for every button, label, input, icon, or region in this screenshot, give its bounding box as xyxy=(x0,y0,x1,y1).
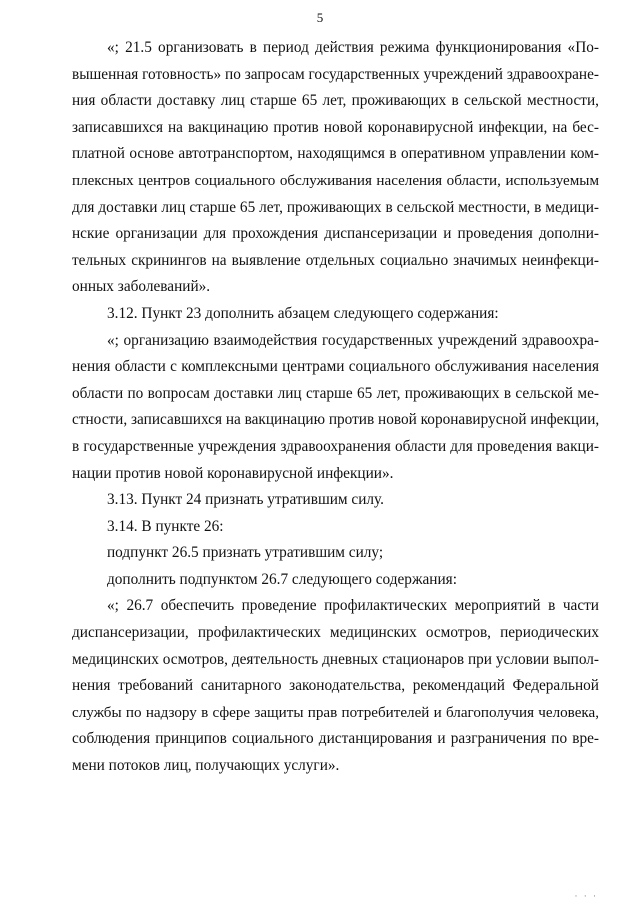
text-line: записавшихся на вакцинацию против новой коронавирусной инфекции, на бес- xyxy=(72,118,599,136)
text-line: нения области с комплексными центрами социального обслуживания населения xyxy=(72,358,599,376)
text-line: тельных скринингов на выявление отдельных социально значимых неинфекци- xyxy=(72,251,599,269)
text-line: соблюдения принципов социального дистанцирования и разграничения по вре- xyxy=(72,730,599,748)
text-line: нения требований санитарного законодательства, рекомендаций Федеральной xyxy=(72,677,599,695)
text-line: медицинских осмотров, деятельность дневных стационаров при условии выпол- xyxy=(72,650,599,668)
text-line: службы по надзору в сфере защиты прав потребителей и благополучия человека, xyxy=(72,704,599,721)
text-line: дополнить подпунктом 26.7 следующего содержания: xyxy=(107,570,457,588)
text-line: плексных центров социального обслуживания населения области, используемым xyxy=(72,172,599,189)
text-line: «; 26.7 обеспечить проведение профилактических мероприятий в части xyxy=(107,597,599,615)
text-line: «; организацию взаимодействия государственных учреждений здравоохра- xyxy=(107,331,599,349)
text-line: подпункт 26.5 признать утратившим силу; xyxy=(107,544,384,562)
section-heading-3-14: 3.14. В пункте 26: xyxy=(107,517,224,535)
text-line: нации против новой коронавирусной инфекции». xyxy=(72,464,394,482)
text-line: диспансеризации, профилактических медицинских осмотров, периодических xyxy=(72,624,599,642)
page-number: 5 xyxy=(316,10,324,25)
text-line: ния области доставку лиц старше 65 лет, проживающих в сельской местности, xyxy=(72,92,599,110)
corner-mark: · · · xyxy=(574,891,598,901)
text-line: в государственные учреждения здравоохранения области для проведения вакци- xyxy=(72,437,599,455)
text-line: вышенная готовность» по запросам государственных учреждений здравоохране- xyxy=(72,65,599,83)
section-heading-3-13: 3.13. Пункт 24 признать утратившим силу. xyxy=(107,491,384,509)
section-heading-3-12: 3.12. Пункт 23 дополнить абзацем следующего содержания: xyxy=(107,304,499,322)
text-line: для доставки лиц старше 65 лет, проживающих в сельской местности, в медици- xyxy=(72,198,599,216)
text-line: «; 21.5 организовать в период действия режима функционирования «По- xyxy=(107,39,599,56)
text-line: платной основе автотранспортом, находящимся в оперативном управлении ком- xyxy=(72,145,599,163)
text-line: области по вопросам доставки лиц старше 65 лет, проживающих в сельской ме- xyxy=(72,384,599,402)
text-line: нские организации для прохождения диспансеризации и проведения дополни- xyxy=(72,225,599,243)
document-body xyxy=(72,35,599,780)
text-line: онных заболеваний». xyxy=(72,278,211,296)
text-line: стности, записавшихся на вакцинацию против новой коронавирусной инфекции, xyxy=(72,411,600,429)
text-line: мени потоков лиц, получающих услуги». xyxy=(72,757,340,775)
